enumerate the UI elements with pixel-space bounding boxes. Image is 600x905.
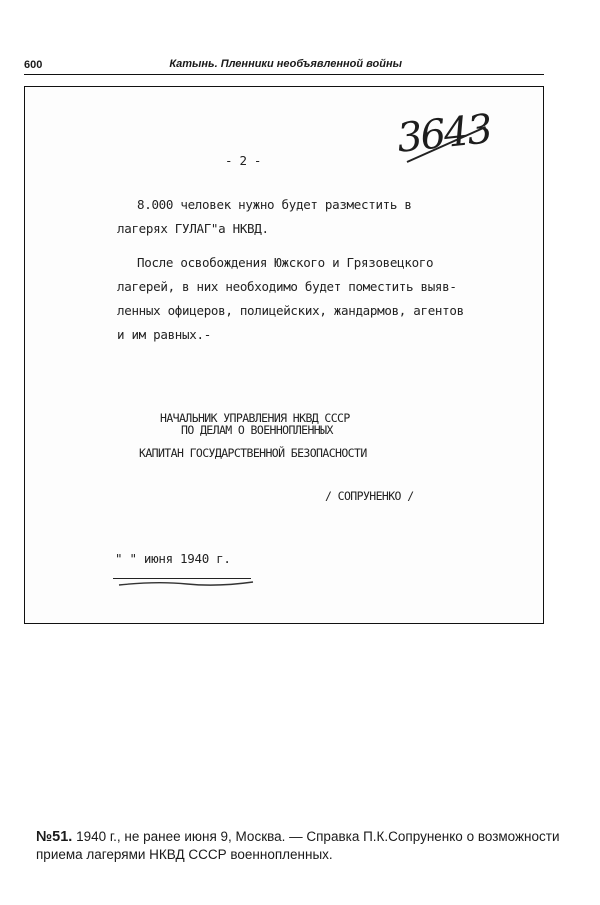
page-marker: - 2 - — [225, 153, 262, 168]
document-line-5: ленных офицеров, полицейских, жандармов, агентов — [117, 303, 464, 318]
running-title: Катынь. Пленники необъявленной войны — [169, 58, 402, 70]
document-date: " " июня 1940 г. — [115, 551, 231, 566]
document-line-2: лагерях ГУЛАГ"а НКВД. — [117, 221, 269, 236]
document-line-3: После освобождения Южского и Грязовецкого — [137, 255, 434, 270]
document-line-4: лагерей, в них необходимо будет поместить выяв- — [117, 279, 457, 294]
page-header — [24, 56, 544, 75]
signature-title-line-3: КАПИТАН ГОСУДАРСТВЕННОЙ БЕЗОПАСНОСТИ — [139, 446, 367, 460]
caption-text: 1940 г., не ранее июня 9, Москва. — Справка П.К.Сопруненко о возможности приема лагерями НКВД СССР военнопленных. — [36, 829, 560, 862]
document-caption — [36, 828, 576, 864]
archival-document-scan — [24, 86, 544, 624]
document-line-6: и им равных.- — [117, 327, 211, 342]
document-number: №51. — [36, 829, 73, 845]
signatory-name: / СОПРУНЕНКО / — [325, 489, 414, 503]
document-line-1: 8.000 человек нужно будет разместить в — [137, 197, 412, 212]
page-number: 600 — [24, 59, 43, 71]
handwritten-archive-number: 3643 — [394, 106, 493, 162]
signature-title-line-2: ПО ДЕЛАМ О ВОЕННОПЛЕННЫХ — [181, 423, 333, 437]
signature-title-line-1: НАЧАЛЬНИК УПРАВЛЕНИЯ НКВД СССР — [160, 411, 350, 425]
handwritten-scribble — [117, 579, 257, 589]
